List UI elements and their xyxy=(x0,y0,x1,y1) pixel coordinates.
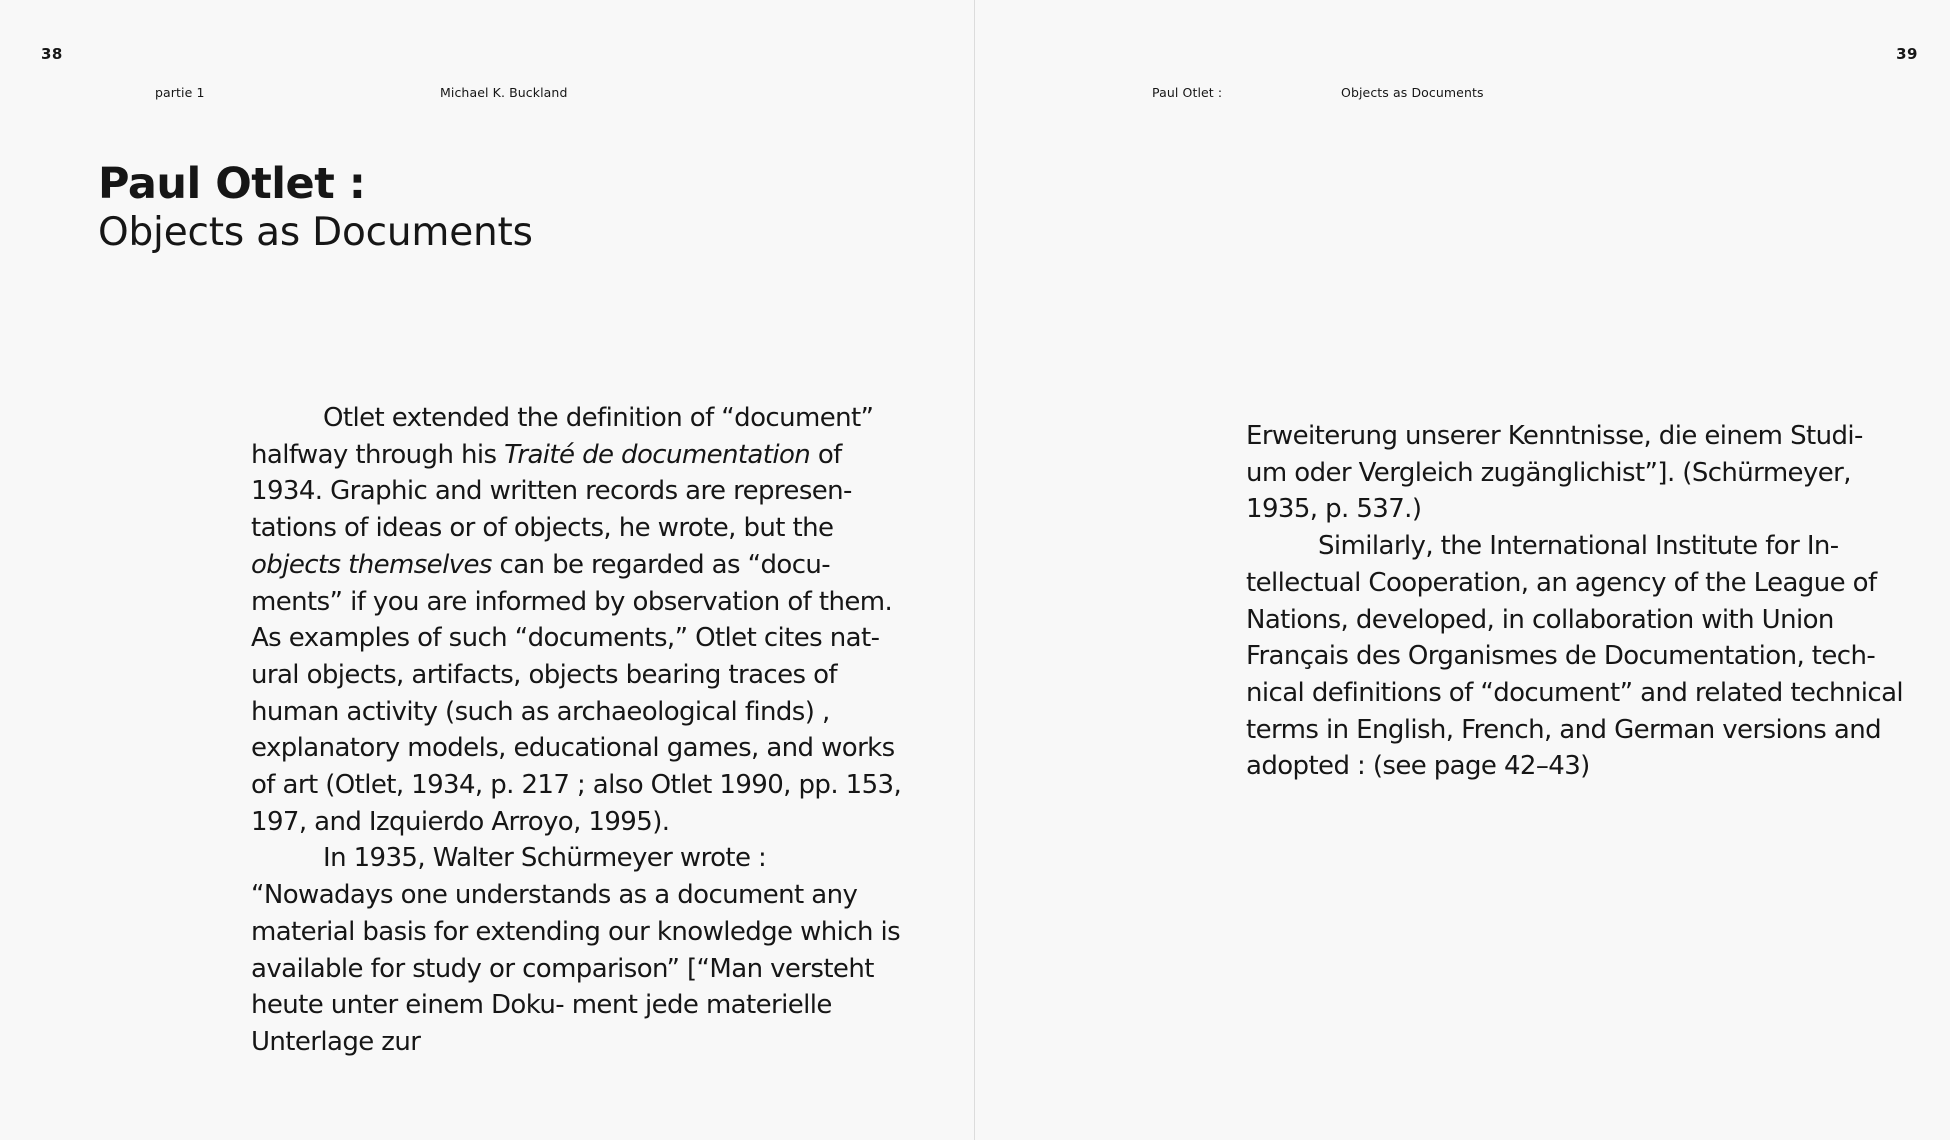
paragraph-text: Otlet extended the definition of “document” halfway through his xyxy=(251,403,874,470)
emphasis-italic: objects themselves xyxy=(251,549,492,580)
body-paragraph xyxy=(251,400,911,840)
page-number-right: 39 xyxy=(1896,45,1918,63)
running-head-author: Michael K. Buckland xyxy=(440,85,568,100)
running-head-title: Paul Otlet : xyxy=(1152,85,1223,100)
book-title-italic: Traité de documentation xyxy=(504,439,811,470)
paragraph-text: can be regarded as “docu- ments” if you are informed by observation of them. As examples of such “documents,” Otlet cites nat- ural objects, artifacts, objects bearing traces of human activity (such as archaeological finds) , explanatory models, educational games, and works of art (Otlet, 1934, p. 217 ; also Otlet 1990, pp. 153, 197, and Izquierdo Arroyo, 1995). xyxy=(251,549,902,837)
body-paragraph: In 1935, Walter Schürmeyer wrote : “Nowadays one understands as a document any material basis for extending our knowledge which is available for study or comparison” [“Man versteht heute unter einem Doku- ment jede materielle Unterlage zur xyxy=(251,843,901,1057)
chapter-title: Paul Otlet : xyxy=(98,159,366,209)
body-column-right xyxy=(1246,418,1906,785)
running-head-section: partie 1 xyxy=(155,85,205,100)
chapter-title-block xyxy=(98,160,533,258)
page-number-left: 38 xyxy=(41,45,63,63)
body-column-left xyxy=(251,400,911,1061)
body-paragraph: Erweiterung unserer Kenntnisse, die einem Studi- um oder Vergleich zugänglichist”]. (Schürmeyer, 1935, p. 537.) xyxy=(1246,421,1863,525)
paragraph-text: of 1934. Graphic and written records are represen- tations of ideas or of objects, he wrote, but the xyxy=(251,439,852,544)
body-paragraph: Similarly, the International Institute for In- tellectual Cooperation, an agency of the League of Nations, developed, in collaboration with Union Français des Organismes de Documentation, tech- nical definitions of “document” and related technical terms in English, French, and German versions and adopted : (see page 42–43) xyxy=(1246,531,1904,782)
page-gutter xyxy=(974,0,975,1140)
running-head-subtitle: Objects as Documents xyxy=(1341,85,1484,100)
chapter-subtitle: Objects as Documents xyxy=(98,210,533,255)
